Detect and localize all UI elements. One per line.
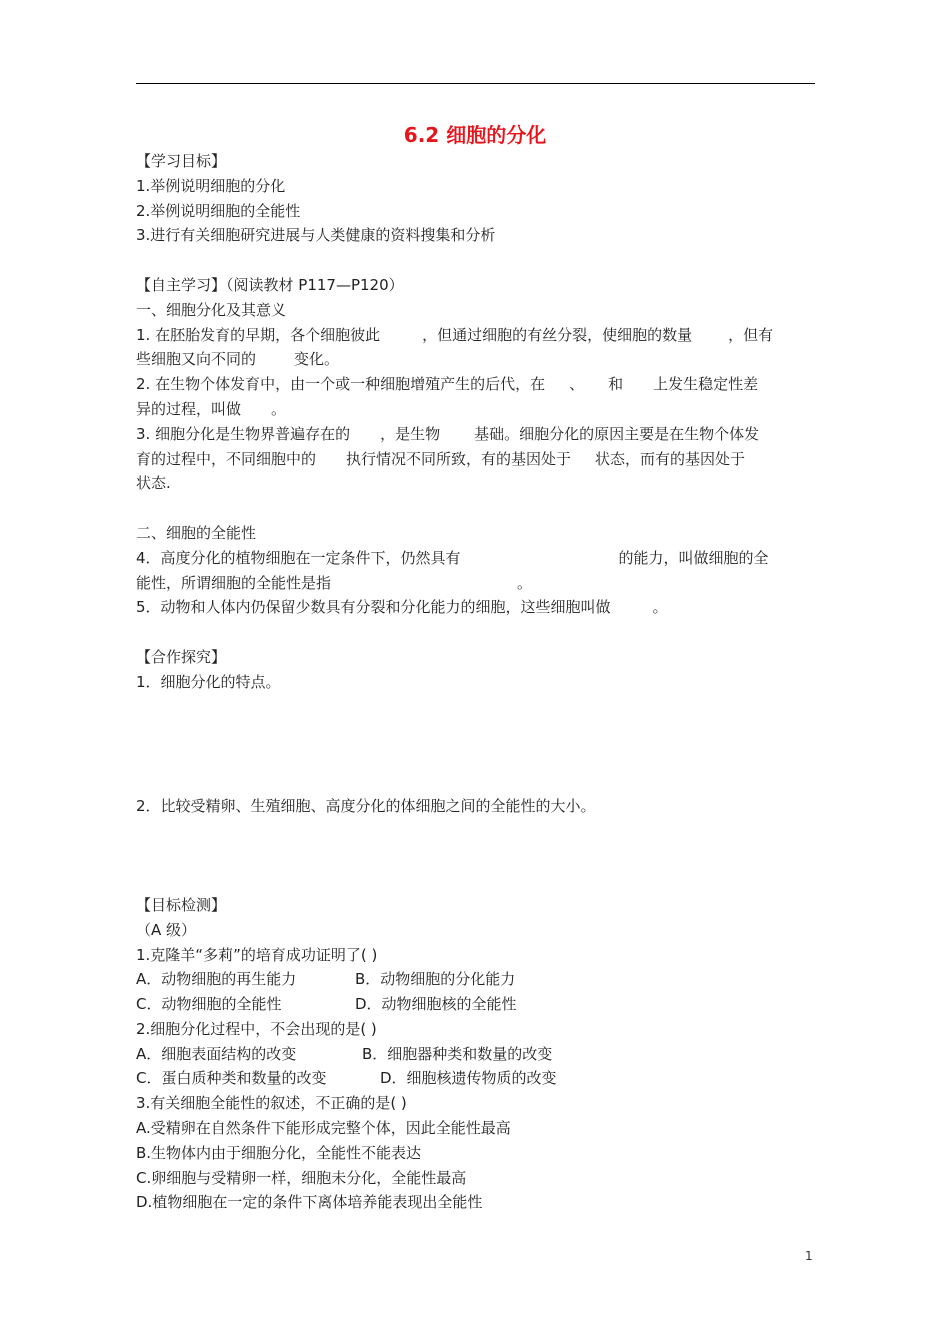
coop-heading: 【合作探究】 — [136, 647, 227, 666]
test-options-row: A．动物细胞的再生能力 B．动物细胞的分化能力 — [136, 970, 516, 989]
test-question-stem: 2.细胞分化过程中，不会出现的是( ) — [136, 1019, 377, 1038]
goal-item: 1.举例说明细胞的分化 — [136, 176, 286, 195]
question-3-line-3: 状态. — [136, 474, 171, 493]
question-2-line-2: 异的过程，叫做 。 — [136, 399, 287, 418]
goal-item: 3.进行有关细胞研究进展与人类健康的资料搜集和分析 — [136, 226, 496, 245]
test-option: C.卵细胞与受精卵一样，细胞未分化，全能性最高 — [136, 1168, 467, 1187]
goals-heading: 【学习目标】 — [136, 152, 227, 170]
section-title: 一、细胞分化及其意义 — [136, 300, 287, 319]
question-4-line-1: 4．高度分化的植物细胞在一定条件下，仍然具有 的能力，叫做细胞的全 — [136, 548, 769, 567]
question-4-line-2: 能性，所谓细胞的全能性是指 。 — [136, 573, 533, 592]
page-title: 6.2 细胞的分化 — [403, 123, 547, 147]
test-heading: 【目标检测】 — [136, 895, 227, 914]
self-study-heading: 【自主学习】（阅读教材 P117—P120） — [136, 275, 404, 294]
test-option: A.受精卵在自然条件下能形成完整个体，因此全能性最高 — [136, 1119, 511, 1138]
question-1-line-1: 1. 在胚胎发育的早期，各个细胞彼此 ，但通过细胞的有丝分裂，使细胞的数量 ，但有 — [136, 325, 774, 344]
test-options-row: C．蛋白质种类和数量的改变 D．细胞核遗传物质的改变 — [136, 1069, 557, 1088]
coop-question: 2．比较受精卵、生殖细胞、高度分化的体细胞之间的全能性的大小。 — [136, 796, 596, 815]
test-question-stem: 3.有关细胞全能性的叙述，不正确的是( ) — [136, 1094, 407, 1113]
header-rule — [136, 83, 815, 84]
question-3-line-2: 育的过程中，不同细胞中的 执行情况不同所致，有的基因处于 状态，而有的基因处于 — [136, 449, 746, 468]
question-2-line-1: 2. 在生物个体发育中，由一个或一种细胞增殖产生的后代，在 、 和 上发生稳定性差 — [136, 375, 759, 394]
question-5: 5．动物和人体内仍保留少数具有分裂和分化能力的细胞，这些细胞叫做 。 — [136, 598, 668, 617]
question-1-line-2: 些细胞又向不同的 变化。 — [136, 350, 340, 369]
coop-question: 1．细胞分化的特点。 — [136, 672, 281, 691]
test-level: （A 级） — [136, 920, 197, 939]
test-question-stem: 1.克隆羊“多莉”的培育成功证明了( ) — [136, 945, 378, 964]
question-3-line-1: 3. 细胞分化是生物界普遍存在的 ，是生物 基础。细胞分化的原因主要是在生物个体发 — [136, 424, 760, 443]
test-options-row: A．细胞表面结构的改变 B．细胞器种类和数量的改变 — [136, 1044, 553, 1063]
goal-item: 2.举例说明细胞的全能性 — [136, 201, 301, 220]
page-number: 1 — [805, 1249, 813, 1263]
test-option: B.生物体内由于细胞分化，全能性不能表达 — [136, 1143, 422, 1162]
section-title: 二、细胞的全能性 — [136, 523, 257, 542]
document-body — [136, 149, 816, 1215]
test-options-row: C．动物细胞的全能性 D．动物细胞核的全能性 — [136, 995, 517, 1014]
test-option: D.植物细胞在一定的条件下离体培养能表现出全能性 — [136, 1193, 483, 1212]
